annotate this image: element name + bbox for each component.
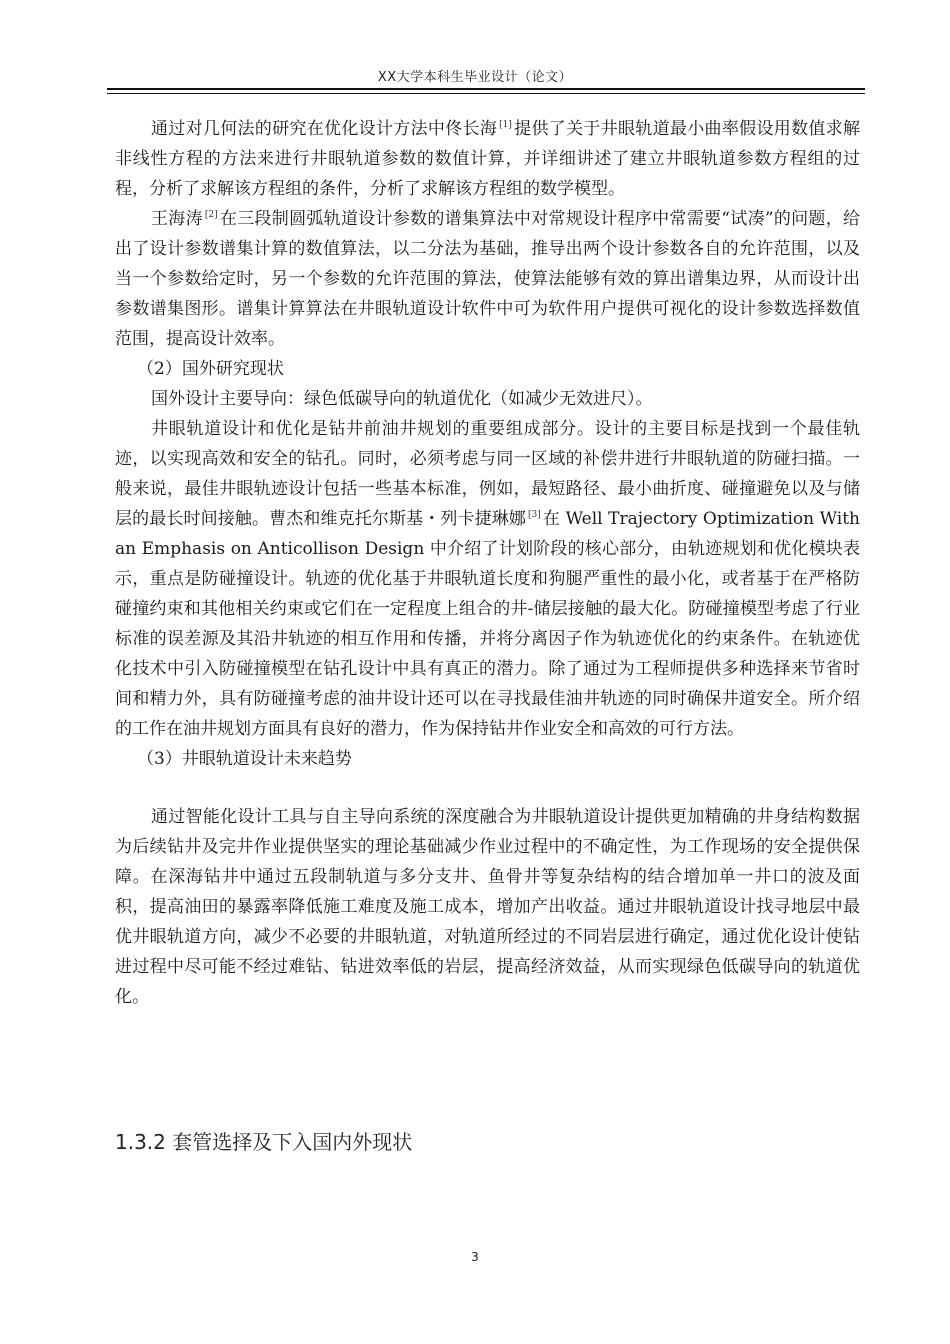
subheading-foreign-status: （2）国外研究现状 bbox=[137, 359, 284, 379]
citation-2: [2] bbox=[204, 210, 218, 221]
document-body bbox=[115, 114, 860, 1012]
paragraph-wang-haitao: 王海涛 [2] 在三段制圆弧轨道设计参数的谱集算法中对常规设计程序中常需要“试凑”的问题，给出了设计参数谱集计算的数值算法，以二分法为基础，推导出两个设计参数各自的允许范围，以及当一个参数给定时，另一个参数的允许范围的算法，使算法能够有效的算出谱集边界，从而设计出参数谱集图形。谱集计算算法在井眼轨道设计软件中可为软件用户提供可视化的设计参数选择数值范围，提高设计效率。 bbox=[115, 209, 860, 349]
page-number: 3 bbox=[471, 1250, 479, 1264]
paragraph-anticollision: 井眼轨道设计和优化是钻井前油井规划的重要组成部分。设计的主要目标是找到一个最佳轨迹，以实现高效和安全的钻孔。同时，必须考虑与同一区域的补偿井进行井眼轨道的防碰扫描。一般来说，最佳井眼轨迹设计包括一些基本标准，例如，最短路径、最小曲折度、碰撞避免以及与储层的最长时间接触。曹杰和维克托尔斯基・列卡捷琳娜 [3] 在 Well Trajectory Optimization With an Emphasis on Anticollison Design 中介绍了计划阶段的核心部分，由轨迹规划和优化模块表示，重点是防碰撞设计。轨迹的优化基于井眼轨道长度和狗腿严重性的最小化，或者基于在严格防碰撞约束和其他相关约束或它们在一定程度上组合的井-储层接触的最大化。防碰撞模型考虑了行业标准的误差源及其沿井轨迹的相互作用和传播，并将分离因子作为轨迹优化的约束条件。在轨迹优化技术中引入防碰撞模型在钻孔设计中具有真正的潜力。除了通过为工程师提供多种选择来节省时间和精力外，具有防碰撞考虑的油井设计还可以在寻找最佳油井轨迹的同时确保井道安全。所介绍的工作在油井规划方面具有良好的潜力，作为保持钻井作业安全和高效的可行方法。 bbox=[115, 419, 861, 739]
paragraph-spacer bbox=[115, 774, 860, 802]
header-rule-thick bbox=[107, 88, 865, 90]
citation-1: [1] bbox=[499, 120, 512, 131]
page-header-title: XX大学本科生毕业设计（论文） bbox=[377, 70, 573, 85]
subheading-future-trends: （3）井眼轨道设计未来趋势 bbox=[137, 749, 352, 769]
header-rule-thin bbox=[107, 93, 865, 94]
citation-3: [3] bbox=[528, 510, 541, 521]
section-heading: 1.3.2 套管选择及下入国内外现状 bbox=[115, 1130, 413, 1154]
paragraph-tong-changhai: 通过对几何法的研究在优化设计方法中佟长海 [1] 提供了关于井眼轨道最小曲率假设用数值求解非线性方程的方法来进行井眼轨道参数的数值计算，并详细讲述了建立井眼轨道参数方程组的过程，分析了求解该方程组的条件，分析了求解该方程组的数学模型。 bbox=[115, 119, 860, 199]
paragraph-foreign-direction: 国外设计主要导向：绿色低碳导向的轨道优化（如减少无效进尺）。 bbox=[151, 389, 653, 409]
paragraph-future-trends: 通过智能化设计工具与自主导向系统的深度融合为井眼轨道设计提供更加精确的井身结构数据为后续钻井及完井作业提供坚实的理论基础减少作业过程中的不确定性，为工作现场的安全提供保障。在深海钻井中通过五段制轨道与多分支井、鱼骨井等复杂结构的结合增加单一井口的波及面积，提高油田的暴露率降低施工难度及施工成本，增加产出收益。通过井眼轨道设计找寻地层中最优井眼轨道方向，减少不必要的井眼轨道，对轨道所经过的不同岩层进行确定，通过优化设计使钻进过程中尽可能不经过难钻、钻进效率低的岩层，提高经济效益，从而实现绿色低碳导向的轨道优化。 bbox=[115, 807, 860, 1007]
